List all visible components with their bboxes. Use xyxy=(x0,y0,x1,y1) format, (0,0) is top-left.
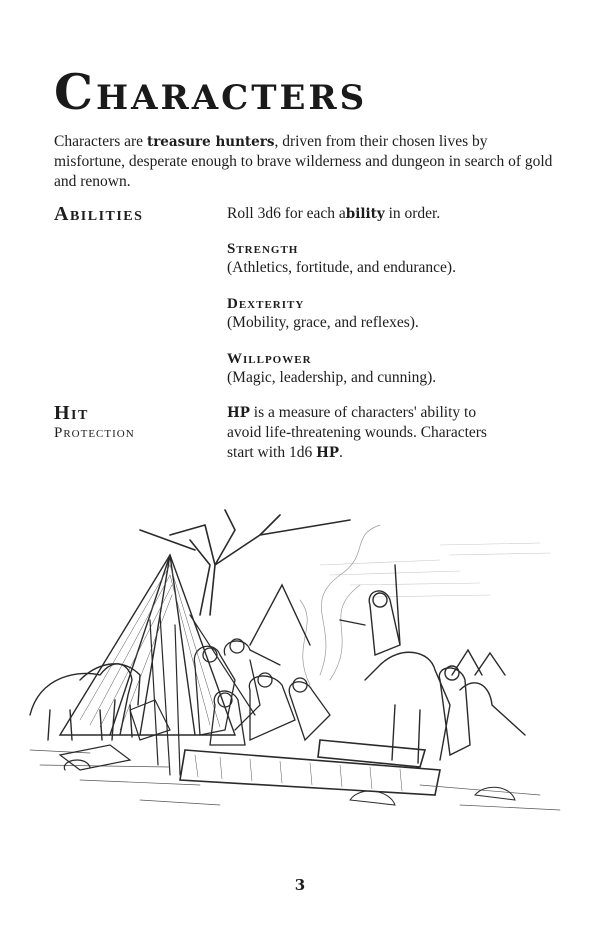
campfire-engraving-illustration xyxy=(20,505,580,835)
ability-dexterity-name: Dexterity xyxy=(227,296,305,312)
intro-paragraph: Characters are treasure hunters, driven from their chosen lives by misfortune, desperate enough to brave wilderness and dungeon in search of gold and renown. xyxy=(54,133,553,190)
ability-strength-desc: (Athletics, fortitude, and endurance). xyxy=(227,259,456,276)
ability-willpower-desc: (Magic, leadership, and cunning). xyxy=(227,369,437,386)
hp-subheading: Protection xyxy=(54,425,135,441)
intro-emphasis: treasure hunters xyxy=(146,134,275,150)
ability-willpower-name: Willpower xyxy=(227,351,312,367)
hp-heading: Hit xyxy=(54,402,89,424)
hp-description: HP is a measure of characters' ability to avoid life-threatening wounds. Characters start with 1d6 HP. xyxy=(227,404,487,461)
ability-dexterity-desc: (Mobility, grace, and reflexes). xyxy=(227,314,419,331)
abilities-instruction: Roll 3d6 for each ability in order. xyxy=(227,205,441,222)
ability-strength-name: Strength xyxy=(227,241,299,257)
page-title: Characters xyxy=(54,63,368,121)
page-number: 3 xyxy=(294,876,306,894)
abilities-heading: Abilities xyxy=(54,203,144,225)
